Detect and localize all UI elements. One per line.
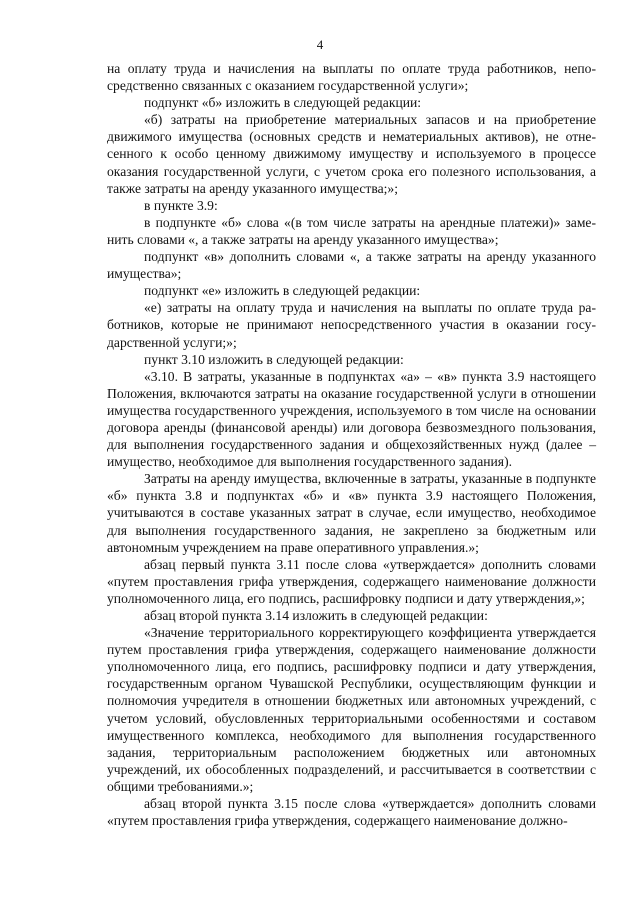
- paragraph: подпункт «е» изложить в следующей редакции:: [144, 283, 421, 299]
- paragraph: Затраты на аренду имущества, включенные в затраты, указанные в подпункте «б» пункта 3.8 и подпунктах «б» и «в» пункта 3.9 настоящего Положения, учитываются в составе указанных затрат в случае, если имущество, необходимое для выполнения государственного задания, не закреплено за бюджетным или автономным учреждением на праве оперативного управления.»;: [107, 471, 596, 555]
- paragraph: подпункт «б» изложить в следующей редакции:: [144, 95, 422, 111]
- paragraph: «б) затраты на приобретение материальных запасов и на приобретение движимого имущества (основных средств и нематериальных активов), не отнесенного к особо ценному движимому имуществу и используемого в процессе оказания государственной услуги, с учетом срока его полезного использования, а также затраты на аренду указанного имущества;»;: [107, 112, 596, 196]
- paragraph: «е) затраты на оплату труда и начисления на выплаты по оплате труда работников, которые не принимают непосредственного участия в оказании государственной услуги;»;: [107, 300, 596, 350]
- paragraph: пункт 3.10 изложить в следующей редакции:: [144, 351, 404, 367]
- paragraph: абзац второй пункта 3.15 после слова «утверждается» дополнить словами «путем проставления грифа утверждения, содержащего наименование должно-: [107, 796, 596, 829]
- document-body: [107, 60, 596, 829]
- paragraph: абзац первый пункта 3.11 после слова «утверждается» дополнить словами «путем проставления грифа утверждения, содержащего наименование должности уполномоченного лица, его подпись, расшифровку подписи и дату утверждения,»;: [107, 556, 596, 606]
- paragraph: в пункте 3.9:: [144, 197, 218, 213]
- paragraph: абзац второй пункта 3.14 изложить в следующей редакции:: [144, 608, 488, 623]
- paragraph-continuation: на оплату труда и начисления на выплаты по оплате труда работников, непосредственно связанных с оказанием государственной услуги»;: [107, 61, 596, 94]
- paragraph: «3.10. В затраты, указанные в подпунктах «а» – «в» пункта 3.9 настоящего Положения, включаются затраты на оказание государственной услуги в отношении имущества государственного учреждения, используемого в том числе на основании договора аренды (финансовой аренды) или договора безвозмездного пользования, для выполнения государственного задания и общехозяйственных нужд (далее – имущество, необходимое для выполнения государственного задания).: [107, 368, 596, 470]
- paragraph: «Значение территориального корректирующего коэффициента утверждается путем проставления грифа утверждения, содержащего наименование должности уполномоченного лица, его подпись, расшифровку подписи и дату утверждения, государственным органом Чувашской Республики, осуществляющим функции и полномочия учредителя в отношении бюджетных или автономных учреждений, с учетом условий, обусловленных территориальными особенностями и составом имущественного комплекса, необходимого для выполнения государственного задания, территориальным расположением бюджетных или автономных учреждений, их обособленных подразделений, и рассчитывается в соответствии с общими требованиями.»;: [107, 625, 596, 794]
- paragraph: подпункт «в» дополнить словами «, а также затраты на аренду указанного имущества»;: [107, 249, 596, 282]
- paragraph: в подпункте «б» слова «(в том числе затраты на арендные платежи)» заменить словами «, а также затраты на аренду указанного имущества»;: [107, 214, 596, 247]
- page-number: 4: [316, 37, 324, 52]
